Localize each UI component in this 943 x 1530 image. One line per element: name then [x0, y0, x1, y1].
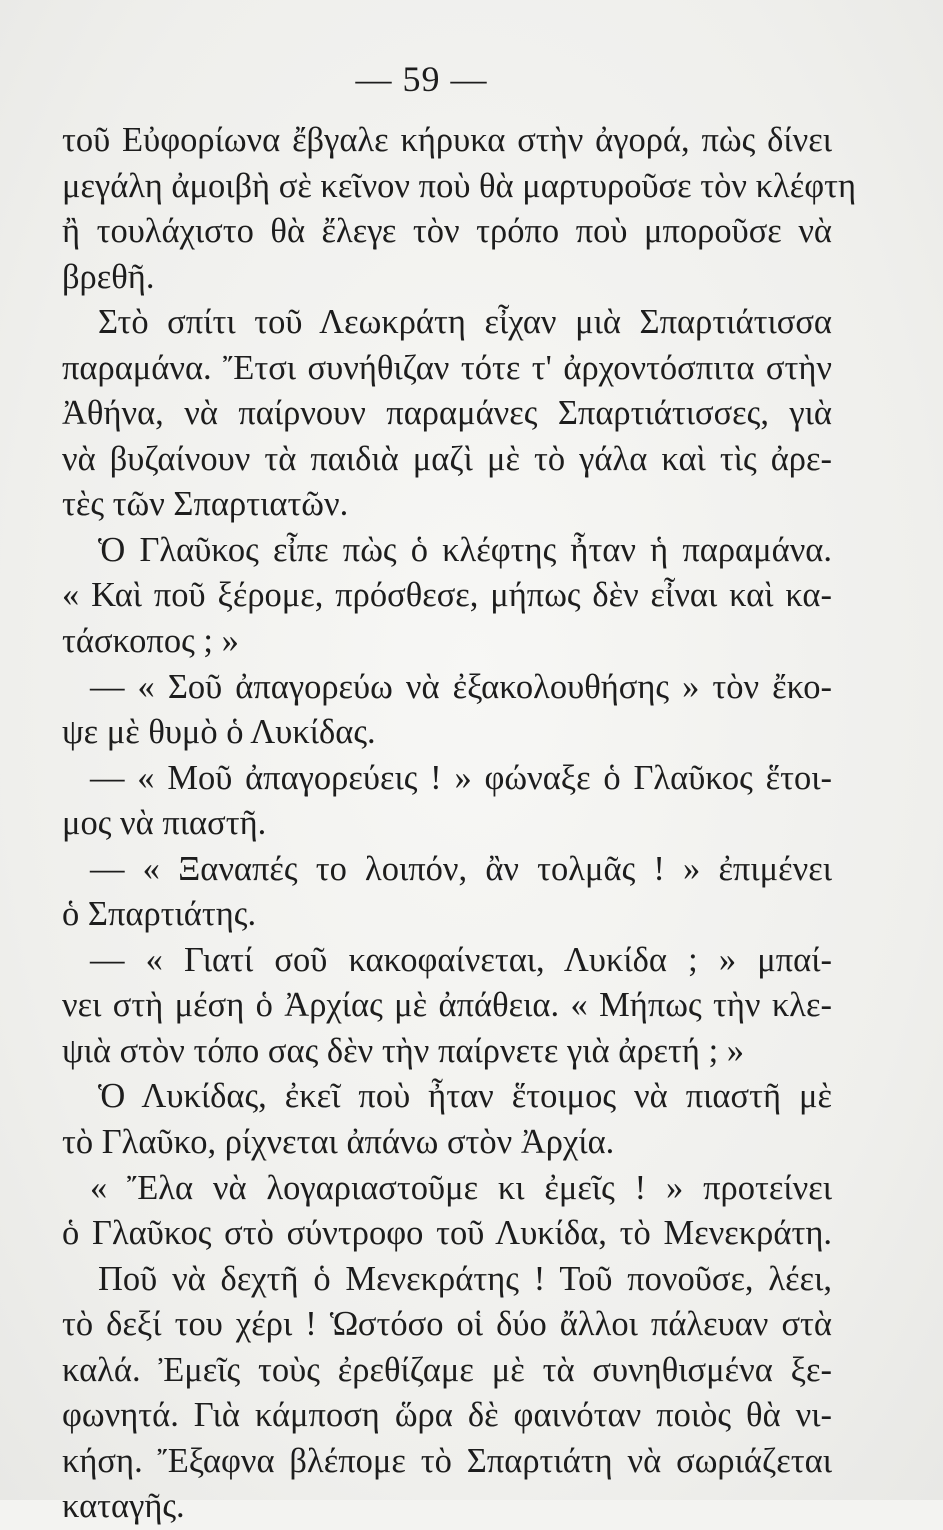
text-line: μεγάλη ἀμοιβὴ σὲ κεῖνον ποὺ θὰ μαρτυροῦσε τὸν κλέφτη: [62, 166, 857, 205]
text-line: καλά. Ἐμεῖς τοὺς ἐρεθίζαμε μὲ τὰ συνηθισμένα ξε-: [62, 1350, 832, 1389]
text-line: « Ἔλα νὰ λογαριαστοῦμε κι ἐμεῖς ! » προτείνει: [90, 1168, 832, 1207]
text-line: καταγῆς.: [62, 1487, 185, 1526]
text-line: τὲς τῶν Σπαρτιατῶν.: [62, 485, 349, 524]
text-line: — « Σοῦ ἀπαγορεύω νὰ ἐξακολουθήσης » τὸν ἔκο-: [90, 667, 832, 706]
text-line: τὸ Γλαῦκο, ρίχνεται ἀπάνω στὸν Ἀρχία.: [62, 1123, 615, 1162]
text-line: ὁ Γλαῦκος στὸ σύντροφο τοῦ Λυκίδα, τὸ Μενεκράτη.: [62, 1214, 832, 1253]
page-number: — 59 —: [355, 59, 488, 99]
text-line: — « Ξαναπές το λοιπόν, ἂν τολμᾶς ! » ἐπιμένει: [90, 849, 832, 888]
text-line: παραμάνα. Ἔτσι συνήθιζαν τότε τ' ἀρχοντόσπιτα στὴν: [62, 348, 832, 387]
text-line: « Καὶ ποῦ ξέρομε, πρόσθεσε, μήπως δὲν εἶναι καὶ κα-: [62, 576, 832, 615]
text-line: φωνητά. Γιὰ κάμποση ὥρα δὲ φαινόταν ποιὸς θὰ νι-: [62, 1396, 832, 1435]
body-text: [62, 118, 857, 1530]
text-line: — « Μοῦ ἀπαγορεύεις ! » φώναξε ὁ Γλαῦκος ἕτοι-: [90, 758, 832, 797]
text-line: μος νὰ πιαστῆ.: [62, 804, 267, 843]
text-line: τὸ δεξί του χέρι ! Ὡστόσο οἱ δύο ἄλλοι πάλευαν στὰ: [62, 1305, 832, 1344]
text-line: κήση. Ἔξαφνα βλέπομε τὸ Σπαρτιάτη νὰ σωριάζεται: [62, 1441, 832, 1480]
text-line: ἢ τουλάχιστο θὰ ἔλεγε τὸν τρόπο ποὺ μποροῦσε νὰ: [62, 212, 832, 251]
text-line: Ὁ Γλαῦκος εἶπε πὼς ὁ κλέφτης ἦταν ἡ παραμάνα.: [98, 530, 832, 569]
text-line: ψε μὲ θυμὸ ὁ Λυκίδας.: [62, 713, 376, 752]
text-line: — « Γιατί σοῦ κακοφαίνεται, Λυκίδα ; » μπαί-: [90, 940, 832, 979]
text-line: ψιὰ στὸν τόπο σας δὲν τὴν παίρνετε γιὰ ἀρετή ; »: [62, 1031, 745, 1070]
text-line: τοῦ Εὐφορίωνα ἔβγαλε κήρυκα στὴν ἀγορά, πὼς δίνει: [62, 121, 832, 159]
text-line: βρεθῆ.: [62, 257, 155, 296]
text-line: Ποῦ νὰ δεχτῆ ὁ Μενεκράτης ! Τοῦ πονοῦσε, λέει,: [98, 1259, 832, 1298]
text-line: νει στὴ μέση ὁ Ἀρχίας μὲ ἀπάθεια. « Μήπως τὴν κλε-: [62, 986, 832, 1025]
text-line: ὁ Σπαρτιάτης.: [62, 895, 257, 934]
text-line: Στὸ σπίτι τοῦ Λεωκράτη εἶχαν μιὰ Σπαρτιάτισσα: [98, 303, 832, 342]
text-line: τάσκοπος ; »: [62, 622, 239, 661]
text-line: Ἀθήνα, νὰ παίρνουν παραμάνες Σπαρτιάτισσες, γιὰ: [62, 394, 832, 433]
text-line: νὰ βυζαίνουν τὰ παιδιὰ μαζὶ μὲ τὸ γάλα καὶ τὶς ἀρε-: [62, 439, 832, 478]
text-line: Ὁ Λυκίδας, ἐκεῖ ποὺ ἦταν ἕτοιμος νὰ πιαστῆ μὲ: [98, 1077, 832, 1116]
